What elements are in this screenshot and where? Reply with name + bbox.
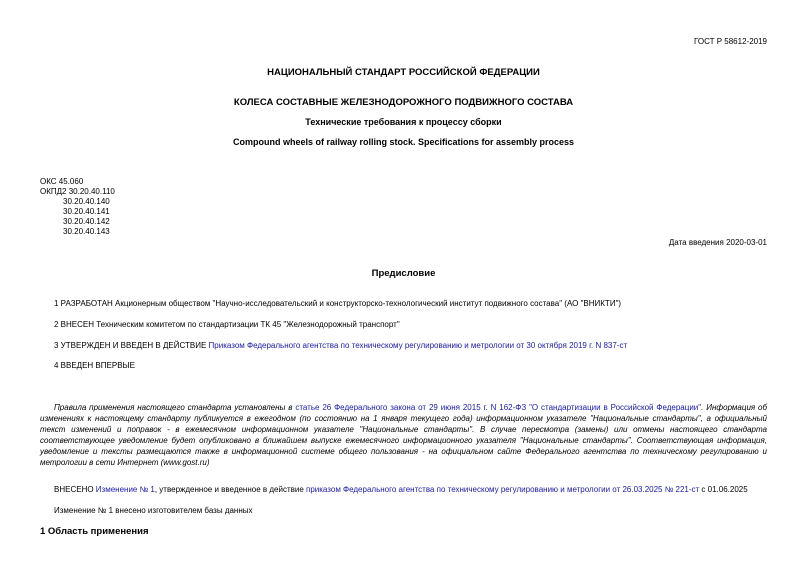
- document-subtitle: Технические требования к процессу сборки: [305, 117, 502, 127]
- okpd-code: 30.20.40.140: [63, 197, 110, 206]
- document-code: ГОСТ Р 58612-2019: [694, 37, 767, 46]
- rules-text-continued: . Информация об изменениях к настоящему стандарту публикуется в ежегодном (по состоянию на 1 января текущего года) информационном указателе "Национальные стандарты", а официальный текст изменений и поправок - в ежемесячном информационном указателе "Национальные стандарты". В случае пересмотра (замены) или отмены настоящего стандарта соответствующее уведомление будет опубликовано в ближайшем выпуске ежемесячного информационного указателя "Национальные стандарты". Соответствующая информация, уведомление и тексты размещаются также в информационной системе общего пользования - на официальном сайте Федерального агентства по техническому регулированию и метрологии в сети Интернет (www.gost.ru): [40, 403, 767, 467]
- amendment-order-link[interactable]: приказом Федерального агентства по техническому регулированию и метрологии от 26.03.2025 № 221-ст: [306, 485, 700, 494]
- standard-type-heading: НАЦИОНАЛЬНЫЙ СТАНДАРТ РОССИЙСКОЙ ФЕДЕРАЦИИ: [267, 67, 540, 78]
- okpd-codes: [40, 187, 115, 237]
- introduction-date: Дата введения 2020-03-01: [668, 238, 767, 247]
- preface-item-3: [54, 341, 627, 350]
- standardization-law-link[interactable]: "О стандартизации в Российской Федерации": [529, 403, 702, 412]
- document-title: КОЛЕСА СОСТАВНЫЕ ЖЕЛЕЗНОДОРОЖНОГО ПОДВИЖНОГО СОСТАВА: [233, 97, 574, 108]
- amendment-1-link[interactable]: Изменение № 1: [95, 485, 155, 494]
- amendment-note: Изменение № 1 внесено изготовителем базы данных: [54, 506, 253, 515]
- amendment-prefix: ВНЕСЕНО: [54, 485, 96, 494]
- amendment-line: [54, 485, 748, 494]
- okpd-code: 30.20.40.142: [63, 217, 110, 226]
- preface-heading: Предисловие: [371, 268, 436, 279]
- okpd-code: 30.20.40.143: [63, 227, 110, 236]
- preface-item-1: 1 РАЗРАБОТАН Акционерным обществом "Научно-исследовательский и конструкторско-технологический институт подвижного состава" (АО "ВНИКТИ"): [54, 299, 622, 308]
- okpd-code: ОКПД2 30.20.40.110: [40, 187, 115, 196]
- rules-text: Правила применения настоящего стандарта установлены в: [54, 403, 296, 412]
- application-rules-paragraph: [40, 402, 767, 468]
- section-1-heading: 1 Область применения: [40, 526, 149, 537]
- oks-code: ОКС 45.060: [40, 177, 84, 186]
- amendment-suffix: с 01.06.2025: [699, 485, 748, 494]
- federal-law-article-link[interactable]: статье 26 Федерального закона от 29 июня 2015 г. N 162-ФЗ: [295, 403, 527, 412]
- english-title: Compound wheels of railway rolling stock. Specifications for assembly process: [232, 137, 575, 147]
- preface-item-2: 2 ВНЕСЕН Техническим комитетом по стандартизации ТК 45 "Железнодорожный транспорт": [54, 320, 400, 329]
- preface-item-4: 4 ВВЕДЕН ВПЕРВЫЕ: [54, 361, 135, 370]
- amendment-middle-text: , утвержденное и введенное в действие: [154, 485, 306, 494]
- okpd-code: 30.20.40.141: [63, 207, 110, 216]
- approval-order-link[interactable]: Приказом Федерального агентства по техническому регулированию и метрологии от 30 октября 2019 г. N 837-ст: [208, 341, 628, 350]
- preface-item-3-text: 3 УТВЕРЖДЕН И ВВЕДЕН В ДЕЙСТВИЕ: [54, 341, 209, 350]
